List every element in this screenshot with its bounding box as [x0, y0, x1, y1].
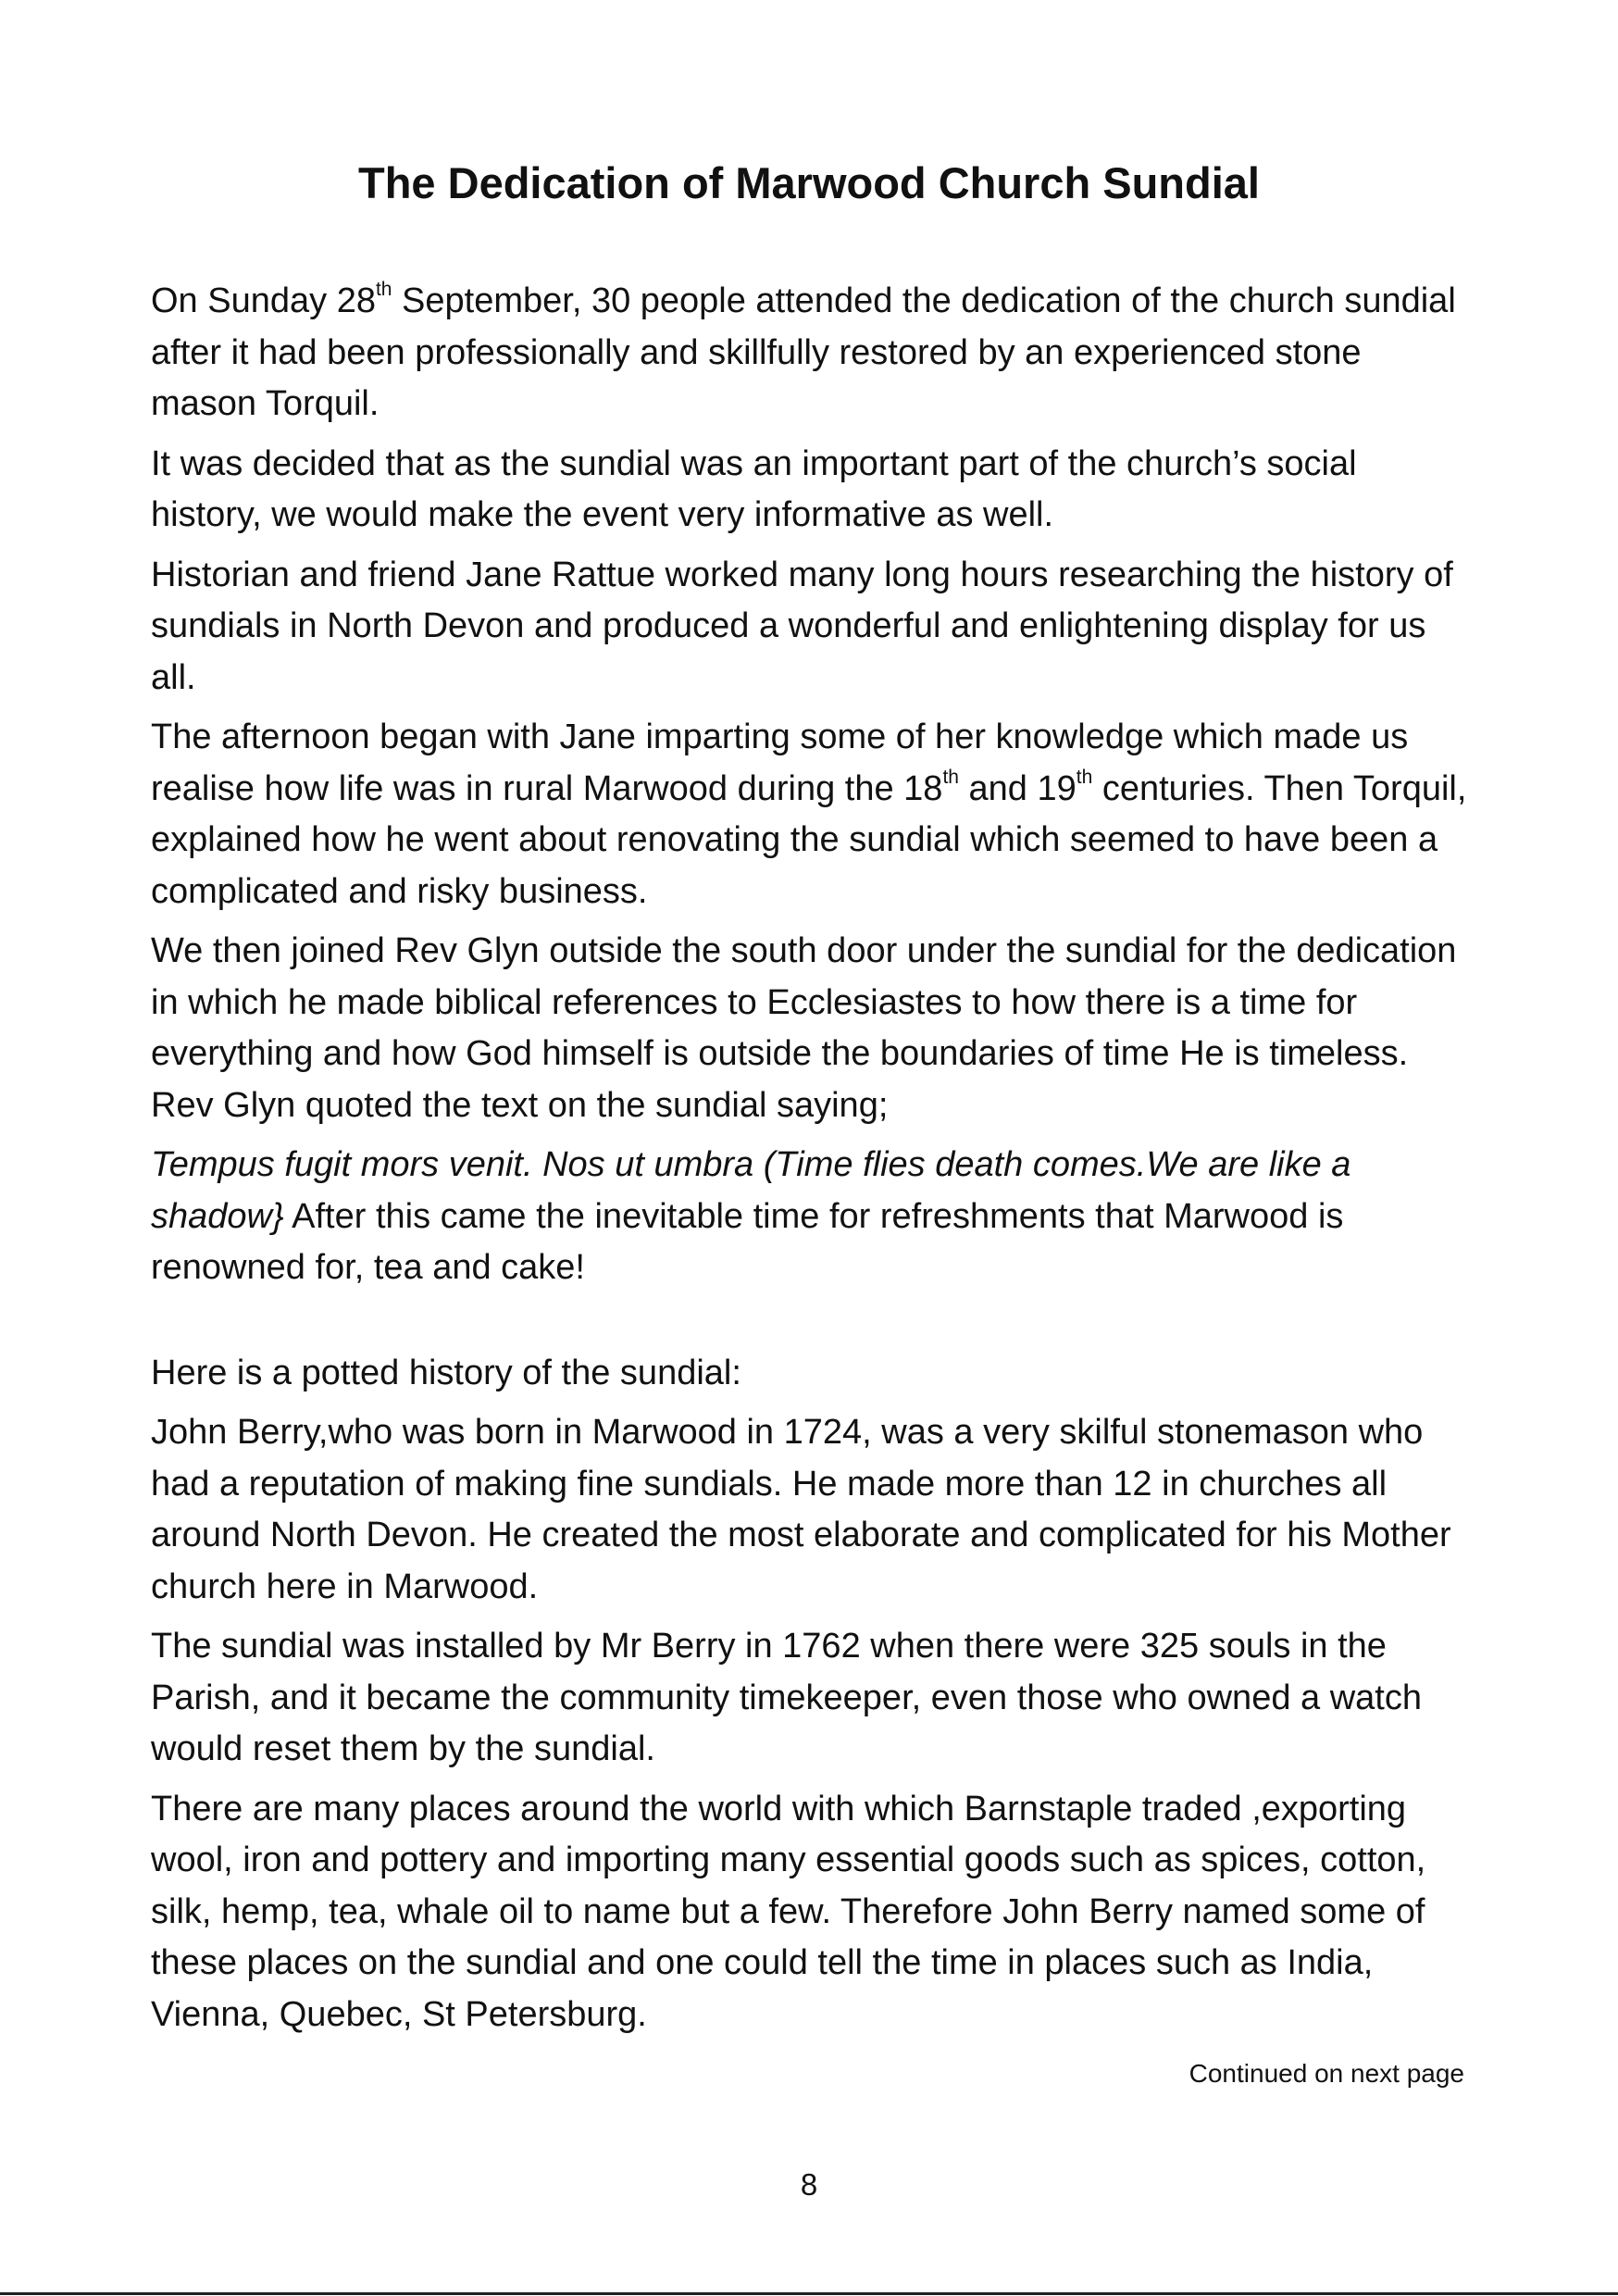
ordinal-suffix: th — [375, 279, 392, 301]
page-bottom-edge — [0, 2292, 1618, 2295]
continued-note: Continued on next page — [1189, 2059, 1464, 2088]
text-segment: John Berry,who was born in Marwood in 1724, was a very skilful stonemason who had a reputation of making fine sundials. — [151, 1413, 1424, 1504]
text-segment: After this came the inevitable time for refreshments that Marwood is renowned for, tea and cake! — [151, 1196, 1344, 1287]
paragraph-rev-glyn: We then joined Rev Glyn outside the south door under the sundial for the dedication in which he made biblical references to Ecclesiastes to how there is a time for everything and how God himself is outside the boundaries of time He is timeless. Rev Glyn quoted the text on the sundial saying; — [151, 931, 1457, 1125]
page-number: 8 — [800, 2167, 818, 2202]
page-title: The Dedication of Marwood Church Sundial — [358, 158, 1260, 207]
paragraph-historian: Historian and friend Jane Rattue worked many long hours researching the history of sundials in North Devon and produced a wonderful and enlightening display for us all. — [151, 555, 1453, 697]
paragraph-afternoon — [151, 712, 1475, 917]
ordinal-suffix: th — [942, 766, 959, 788]
paragraph-event-purpose: It was decided that as the sundial was an important part of the church’s social history, we would make the event very informative as well. — [151, 443, 1357, 534]
text-segment: On Sunday 28 — [151, 281, 376, 320]
text-segment: He made more than 12 in churches all around North Devon. — [151, 1464, 1388, 1554]
text-segment: The afternoon began with Jane imparting some of her knowledge which made us realise how life was in rural Marwood during the 18 — [151, 718, 1409, 808]
paragraph-trade-places: There are many places around the world with which Barnstaple traded ,exporting wool, iron and pottery and importing many essential goods such as spices, cotton, silk, hemp, tea, whale oil to name but a few. Therefore John Berry named some of these places on the sundial and one could tell the time in places such as India, Vienna, Quebec, St Petersburg. — [151, 1789, 1426, 2034]
text-segment: He created the most elaborate and complicated for his Mother church here in Marwood. — [151, 1516, 1451, 1606]
article-body — [151, 276, 1475, 2049]
text-segment: and 19 — [958, 768, 1077, 808]
ordinal-suffix: th — [1076, 766, 1093, 788]
paragraph-installation: The sundial was installed by Mr Berry in 1762 when there were 325 souls in the Parish, and it became the community timekeeper, even those who owned a watch would reset them by the sundial. — [151, 1627, 1422, 1768]
paragraph-latin-quote — [151, 1140, 1475, 1294]
paragraph-potted-history-heading: Here is a potted history of the sundial: — [151, 1353, 741, 1392]
paragraph-dedication-intro — [151, 276, 1475, 430]
latin-quote: Tempus fugit mors venit. Nos ut umbra (Time flies death comes.We are like a shadow} — [151, 1145, 1351, 1236]
text-segment: centuries. Then Torquil, explained how he went about renovating the sundial which seemed to have been a complicated and risky business. — [151, 768, 1467, 911]
text-segment: September, 30 people attended the dedication of the church sundial after it had been professionally and skillfully restored by an experienced stone mason Torquil. — [151, 281, 1456, 423]
paragraph-john-berry — [151, 1407, 1475, 1613]
